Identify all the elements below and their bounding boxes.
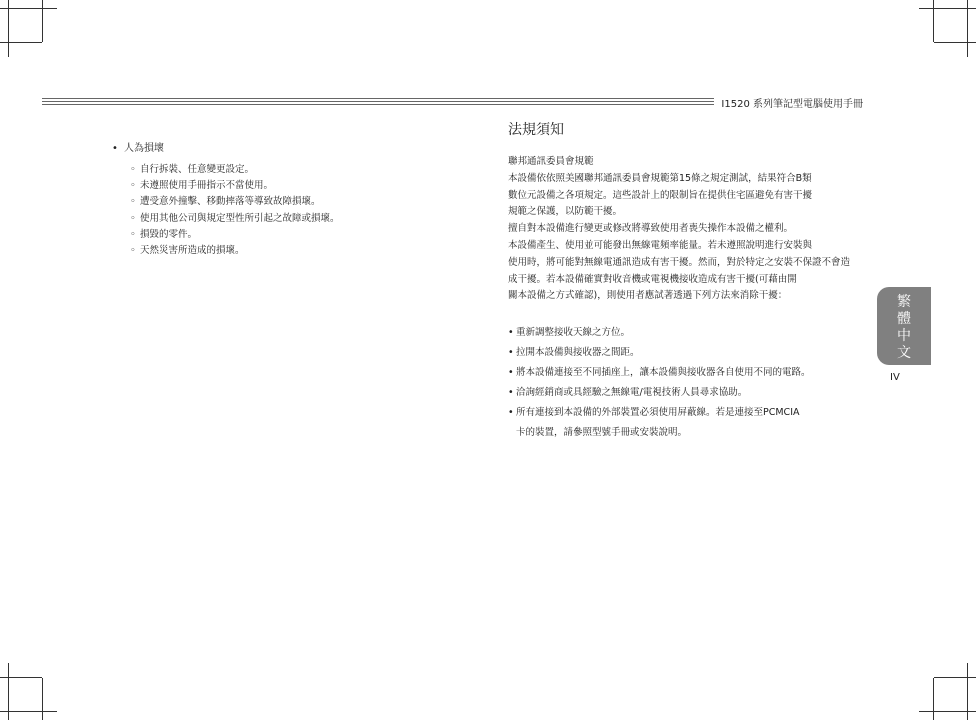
section-title: 法規須知 xyxy=(508,122,564,138)
language-tab xyxy=(877,287,931,365)
warranty-exclusions xyxy=(112,140,412,259)
list-item: ◦ 使用其他公司與規定型性所引起之故障或損壞。 xyxy=(130,212,340,224)
bullet-heading: • 人為損壞 xyxy=(112,143,164,154)
list-item: • 重新調整接收天線之方位。 xyxy=(508,327,631,339)
paragraph-line: 聯邦通訊委員會規範 xyxy=(508,156,594,167)
list-item: • 將本設備連接至不同插座上，讓本設備與接收器各自使用不同的電路。 xyxy=(508,367,811,379)
paragraph-line: 關本設備之方式確認)，則使用者應試著透過下列方法來消除干擾： xyxy=(508,290,788,302)
paragraph-line: 使用時，將可能對無線電通訊造成有害干擾。然而，對於特定之安裝不保證不會造 xyxy=(508,256,851,268)
tab-char: 文 xyxy=(897,345,911,361)
list-item: ◦ 未遵照使用手冊指示不當使用。 xyxy=(130,180,274,192)
list-item: • 拉開本設備與接收器之間距。 xyxy=(508,347,640,359)
list-item: ◦ 遭受意外撞擊、移動摔落等導致故障損壞。 xyxy=(130,196,321,208)
remedy-list xyxy=(508,323,858,443)
regulatory-section xyxy=(508,120,858,443)
tab-char: 中 xyxy=(897,328,911,344)
paragraph-line: 本設備產生、使用並可能發出無線電頻率能量。若未遵照說明進行安裝與 xyxy=(508,239,813,251)
fcc-paragraph xyxy=(508,154,858,305)
paragraph-line: 數位元設備之各項規定。這些設計上的限制旨在提供住宅區避免有害干擾 xyxy=(508,189,813,201)
paragraph-line: 成干擾。若本設備確實對收音機或電視機接收造成有害干擾(可藉由開 xyxy=(508,273,797,285)
list-item-continuation: 卡的裝置，請參照型號手冊或安裝說明。 xyxy=(516,427,688,439)
tab-char: 體 xyxy=(897,311,911,327)
list-item: ◦ 天然災害所造成的損壞。 xyxy=(130,245,245,257)
page-number: IV xyxy=(890,372,900,383)
paragraph-line: 本設備依依照美國聯邦通訊委員會規範第15條之規定測試，結果符合B類 xyxy=(508,172,812,184)
sub-list xyxy=(112,162,412,259)
tab-char: 繁 xyxy=(897,294,911,310)
paragraph-line: 擅自對本設備進行變更或修改將導致使用者喪失操作本設備之權利。 xyxy=(508,223,794,235)
paragraph-line: 規範之保護，以防範干擾。 xyxy=(508,206,623,218)
list-item: • 所有連接到本設備的外部裝置必須使用屏蔽線。若是連接至PCMCIA xyxy=(508,407,800,419)
list-item: • 洽詢經銷商或具經驗之無線電/電視技術人員尋求協助。 xyxy=(508,387,748,399)
list-item: ◦ 自行拆裝、任意變更設定。 xyxy=(130,164,255,175)
header-title: I1520 系列筆記型電腦使用手冊 xyxy=(721,99,863,110)
list-item: ◦ 損毀的零件。 xyxy=(130,228,198,240)
